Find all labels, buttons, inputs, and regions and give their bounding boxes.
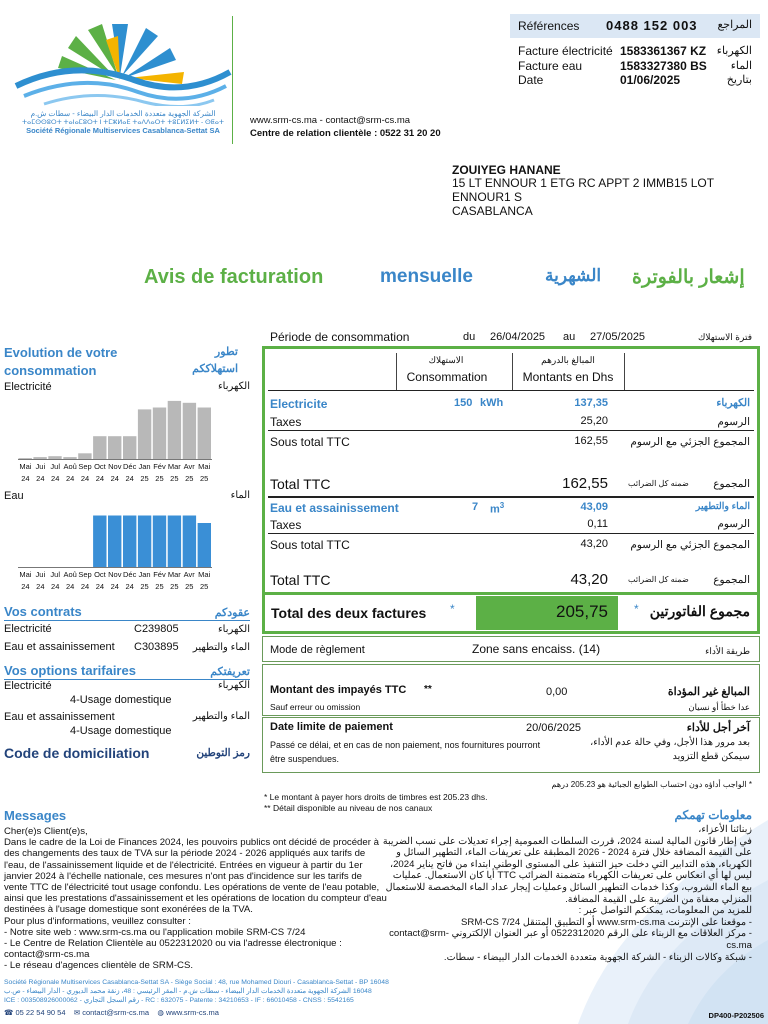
msg-fr-body: Dans le cadre de la Loi de Finances 2024, les pouvoirs publics ont décidé de procéder à des changements des taux de TVA sur la période 2024 - 2026 appliqués aux tarifs de l'eau, de l'assainissement liquide et de l'électricité. Entrées en vigueur à partir du 1er janvier 2024 à l'échelle nationale, ces mesures n'ont pas d'incidence sur les tarifs de vente TTC de l'électricité tout usage confondu. Les opérations de vente de l'eau potable, ainsi que les prestations d'assainissement et les opérations de location du compteur d'eau destinées à l'usage domestique sont exonérées de la TVA. [4,837,387,916]
elec-month-label: Mar [167,462,181,471]
phone-icon: ☎ [4,1008,14,1017]
eau-year-label: 24 [51,582,60,591]
note-ar: * الواجب أداؤه دون احتساب الطوابع الجبائية هو 205.23 درهم [551,780,752,789]
references-label-ar: المراجع [717,19,752,31]
eau-year-label: 24 [110,582,119,591]
customer-address-line2: ENNOUR1 S [452,190,523,204]
eau-year-label: 24 [65,582,75,591]
globe-icon: ◍ [157,1008,164,1017]
company-name-ar: الشركة الجهوية متعددة الخدمات الدار البيضاء - سطات ش.م [30,109,216,118]
eau-subtotal-ar: المجموع الجزئي مع الرسوم [630,539,750,551]
invoice-elec-label-ar: الكهرباء [716,45,752,57]
header-separator [268,390,754,391]
contracts-divider [4,620,250,621]
elec-taxes-label: Taxes [270,415,302,429]
col-consumption-ar: الاستهلاك [428,355,464,365]
footer-line-2: 16048 الشركة الجهوية متعددة الخدمات الدار البيضاء - سطات ش.م - المقر الرئيسي : 48، زنقة محمد الديوري - الدار البيضاء - ص.ب [4,988,372,995]
company-name-tifinagh: ⵜⴰⵎⵙⵙⵓⵔⵜ ⵜⴰⵏⴰⵎⵓⵔⵜ ⵏ ⵜⵎⵣⵍⴰⴹ ⵜⴰⴷⴷⴰⵔⵜ ⵜⵓⵎⵍⵉⵍⵜ - ⵙⵟⴰⵜ [22,119,224,126]
unpaid-sub-ar: عدا خطأ أو نسيان [688,702,750,712]
unpaid-ar: المبالغ غير المؤداة [667,686,750,698]
elec-month-label: Jui [35,462,46,471]
eau-month-label: Fév [153,570,166,579]
contract-elec-ar: الكهرباء [217,624,250,635]
msg-ar-info: للمزيد من المعلومات، يمكنكم التواصل عبر : [578,905,752,917]
grand-total-label: Total des deux factures [271,605,427,621]
elec-unit: kWh [480,397,504,409]
eau-month-label: Oct [94,570,106,579]
eau-taxes-label: Taxes [270,518,302,532]
unpaid-value: 0,00 [546,686,568,698]
msg-fr-centre: - Le Centre de Relation Clientèle au 0522312020 ou via l'adresse électronique : contact@srm-cs.ma [4,938,342,961]
footer-line-1: Société Régionale Multiservices Casablanca-Settat SA - Siège Social : 48, rue Mohamed Diouri - Casablanca-Settat - BP 16048 [4,979,389,986]
invoice-eau-value: 1583327380 BS [620,59,707,73]
elec-bar-11 [183,403,196,460]
contracts-title-ar: عقودكم [214,607,250,619]
eau-month-label: Mai [19,570,32,579]
option-eau-value: 4-Usage domestique [70,725,172,737]
deadline-value: 20/06/2025 [526,722,582,734]
deadline-note: Passé ce délai, et en cas de non paiement, nos fournitures pourront être suspendues. [270,740,541,764]
eau-subtotal-label: Sous total TTC [270,538,350,552]
elec-year-label: 25 [155,474,164,483]
eau-year-label: 25 [140,582,149,591]
elec-total-ar: المجموع [713,478,750,490]
logo-sun-icon [14,14,232,106]
elec-qty: 150 [454,397,473,409]
eau-month-label: Aoû [63,570,77,579]
msg-fr-info: Pour plus d'informations, veuillez consulter : [4,915,191,927]
deadline-note-ar: بعد مرور هذا الأجل، وفي حالة عدم الأداء، سيمكن قطع التزويد [590,737,750,762]
eau-chart-label-ar: الماء [230,490,250,501]
period-au: au [563,331,576,343]
msg-ar-greeting: زبنائنا الأعزاء، [698,824,752,835]
elec-bar-4 [78,453,91,460]
elec-month-label: Mai [198,462,211,471]
col-amount: Montants en Dhs [522,370,614,384]
msg-ar-agencies: - شبكة وكالات الزبناء - الشركة الجهوية متعددة الخدمات الدار البيضاء - سطات. [443,951,752,963]
eau-row-ar: الماء والتطهير [695,501,750,512]
eau-bar-10 [168,516,181,569]
contract-eau-value: C303895 [134,641,179,653]
eau-total-value: 43,20 [570,571,608,588]
elec-total-ar-small: ضمنه كل الضرائب [628,479,689,488]
elec-amount: 137,35 [574,397,608,409]
messages-fr [4,826,388,972]
messages-ar [380,824,752,963]
references-value: 0488 152 003 [606,18,698,33]
website-contact: www.srm-cs.ma - contact@srm-cs.ma [250,115,411,126]
contract-eau-ar: الماء والتطهير [192,642,250,653]
invoice-eau-label-ar: الماء [730,60,752,72]
invoice-eau-label: Facture eau [518,59,583,73]
eau-month-label: Jul [50,570,61,579]
grand-total-star: * [450,602,455,616]
customer-centre: Centre de relation clientèle : 0522 31 20 20 [250,128,441,139]
domiciliation-title-ar: رمز التوطين [196,747,250,759]
msg-fr-agencies: - Le réseau d'agences clientèle de SRM-CS. [4,960,194,972]
grand-total-separator [262,592,760,595]
elec-year-label: 24 [80,474,90,483]
elec-taxes-ar: الرسوم [717,416,750,428]
option-elec-ar: الكهرباء [217,680,250,691]
elec-year-label: 25 [185,474,194,483]
elec-year-label: 24 [95,474,105,483]
elec-month-label: Aoû [63,462,77,471]
col-amount-ar: المبالغ بالدرهم [541,355,595,365]
msg-fr-site: - Notre site web : www.srm-cs.ma ou l'application mobile SRM-CS 7/24 [4,926,306,938]
options-title-ar: تعريفتكم [210,666,250,678]
eau-taxes-value: 0,11 [587,518,608,530]
email-icon: ✉ [73,1008,81,1017]
elec-bar-7 [123,436,136,460]
eau-year-label: 24 [21,582,30,591]
footer-web[interactable]: www.srm-cs.ma [166,1008,219,1017]
contract-eau-label: Eau et assainissement [4,641,115,653]
grand-total-star-ar: * [634,602,639,616]
domiciliation-title: Code de domiciliation [4,745,150,761]
eau-month-label: Jan [138,570,151,579]
option-eau-label: Eau et assainissement [4,711,115,723]
elec-years-row [18,474,212,483]
company-name-fr: Société Régionale Multiservices Casablanca-Settat SA [26,126,220,135]
elec-month-label: Avr [183,462,195,471]
period-to: 27/05/2025 [590,331,646,343]
invoice-date-label-ar: بتاريخ [726,74,752,86]
eau-bar-11 [183,516,196,569]
footer [4,978,764,1017]
period-label: Période de consommation [270,330,410,344]
col-divider-2 [512,353,513,390]
note-fr-1: * Le montant à payer hors droits de timbres est 205.23 dhs. [264,792,488,802]
elec-bar-9 [153,408,166,461]
eau-chart-label: Eau [4,490,24,502]
footer-line-3: ICE : 003508926000062 - رقم السجل التجاري - RC : 632075 - Patente : 34210653 - IF : 66010458 - CNSS : 5542165 [4,997,354,1004]
payment-mode-label: Mode de règlement [270,644,365,656]
eau-bar-7 [123,516,136,569]
header-divider [232,16,233,144]
eau-month-label: Sep [78,570,92,579]
elec-year-label: 24 [110,474,119,483]
messages-title-ar: معلومات تهمكم [674,808,752,822]
elec-year-label: 24 [21,474,30,483]
elec-total-separator [268,496,754,498]
elec-row-label: Electricite [270,397,328,411]
eau-bar-12 [198,523,211,568]
eau-year-label: 24 [125,582,134,591]
msg-fr-greeting: Cher(e)s Client(e)s, [4,826,88,837]
document-code: DP400-P202506 [708,1011,764,1020]
eau-total-ar-small: ضمنه كل الضرائب [628,575,689,584]
footer-phone: 05 22 54 90 54 [15,1008,66,1017]
elec-month-label: Déc [123,462,137,471]
elec-month-label: Jul [50,462,61,471]
invoice-elec-value: 1583361367 KZ [620,44,707,58]
company-logo [14,14,232,142]
elec-year-label: 25 [199,474,209,483]
eau-bar-6 [108,516,121,569]
invoice-date-value: 01/06/2025 [620,73,681,87]
elec-month-label: Nov [108,462,122,471]
eau-subtotal-value: 43,20 [580,538,608,550]
unpaid-stars: ** [424,684,432,695]
eau-total-ar: المجموع [713,574,750,586]
eau-total-label: Total TTC [270,572,331,588]
eau-row-label: Eau et assainissement [270,501,399,515]
eau-bar-9 [153,516,166,569]
elec-bar-10 [168,401,181,460]
eau-amount: 43,09 [580,501,608,513]
elec-bar-6 [108,436,121,460]
title-monthly-ar: الشهرية [545,266,602,285]
eau-years-row [18,582,212,591]
payment-mode-ar: طريقة الأداء [705,646,750,656]
elec-bar-12 [198,408,211,461]
elec-month-label: Jan [138,462,151,471]
eau-unit: $m^3$ [490,501,505,516]
elec-month-label: Mai [19,462,32,471]
evolution-title: Evolution de votre consommation [4,345,118,378]
payment-mode-value: Zone sans encaiss. (14) [472,642,601,656]
eau-year-label: 25 [185,582,194,591]
customer-city: CASABLANCA [452,204,533,218]
grand-total-value: 205,75 [556,602,608,621]
elec-month-label: Oct [94,462,106,471]
elec-bar-5 [93,436,106,460]
elec-months-row [18,462,212,471]
deadline-label: Date limite de paiement [270,721,393,733]
elec-year-label: 24 [125,474,134,483]
msg-ar-body: في إطار قانون المالية لسنة 2024، قررت السلطات العمومية إجراء تعديلات على نسب الضريبة على القيمة المضافة خلال فترة 2024 - 2026 المطبقة على تعريفات الماء، التطهير السائل و الكهرباء، هذه التدابير التي دخلت حيز التنفيذ على المستوى الوطني ابتداء من فاتح يناير 2024، ليس لها أي انعكاس على تعريفات الكهرباء متضمنة الضرائب TTC أيا كان الاستعمال. عمليات بيع الماء الشروب، وكذا خدمات التطهير السائل وعمليات إيجار عداد الماء المخصصة للاستعمال المنزلي معفاة من الضريبة على القيمة المضافة. [382,835,752,905]
eau-month-label: Mar [167,570,181,579]
eau-qty: 7 [472,501,479,513]
eau-year-label: 24 [95,582,105,591]
eau-year-label: 25 [170,582,179,591]
eau-month-label: Avr [183,570,195,579]
invoice-date-label: Date [518,73,544,87]
elec-consumption-chart [18,396,212,460]
eau-month-label: Jui [35,570,46,579]
eau-year-label: 24 [36,582,45,591]
title-mensuelle: mensuelle [380,266,473,287]
unpaid-sub: Sauf erreur ou omission [270,702,361,712]
col-divider-3 [624,353,625,390]
title-avis: Avis de facturation [144,266,324,288]
option-elec-value: 4-Usage domestique [70,694,172,706]
option-eau-ar: الماء والتطهير [192,711,250,722]
note-fr-2: ** Détail disponible au niveau de nos canaux [264,803,433,813]
elec-subtotal-label: Sous total TTC [270,435,350,449]
msg-ar-site: - موقعنا على الإنترنت www.srm-cs.ma أو التطبيق المتنقل SRM-CS 7/24 [461,916,752,928]
elec-bar-8 [138,409,151,460]
elec-row-ar: الكهرباء [716,397,750,409]
msg-ar-centre: - مركز العلاقات مع الزبناء على الرقم 0522312020 أو عبر العنوان الإلكتروني contact@srm-cs.ma [389,928,752,951]
option-elec-label: Electricité [4,680,52,692]
eau-year-label: 24 [80,582,90,591]
deadline-ar: آخر أجل للأداء [686,722,750,734]
eau-month-label: Déc [123,570,137,579]
elec-year-label: 25 [170,474,179,483]
evolution-title-ar: تطور استهلاككم [192,346,238,375]
title-notice-ar: إشعار بالفوترة [632,267,745,288]
customer-name: ZOUIYEG HANANE [452,163,561,177]
footer-email[interactable]: contact@srm-cs.ma [82,1008,150,1017]
eau-bar-5 [93,516,106,569]
elec-total-label: Total TTC [270,476,331,492]
elec-total-value: 162,55 [562,475,608,492]
grand-total-ar: مجموع الفاتورتين [649,603,750,619]
options-title: Vos options tarifaires [4,663,136,678]
elec-chart-label-ar: الكهرباء [217,381,250,392]
eau-consumption-chart [18,506,212,568]
eau-year-label: 25 [199,582,209,591]
contract-elec-value: C239805 [134,623,179,635]
period-label-ar: فترة الاستهلاك [697,332,752,342]
contracts-title: Vos contrats [4,604,82,619]
eau-taxes-ar: الرسوم [717,518,750,530]
period-from: 26/04/2025 [490,331,546,343]
period-du: du [463,331,476,343]
eau-month-label: Nov [108,570,122,579]
references-label: Références [518,19,580,33]
eau-bar-8 [138,516,151,569]
elec-year-label: 24 [65,474,75,483]
elec-subtotal-value: 162,55 [574,435,608,447]
elec-year-label: 24 [51,474,60,483]
elec-month-label: Sep [78,462,92,471]
eau-year-label: 25 [155,582,164,591]
elec-chart-label: Electricité [4,381,52,393]
customer-address-line1: 15 LT ENNOUR 1 ETG RC APPT 2 IMMB15 LOT [452,176,715,190]
eau-months-row [18,570,212,579]
elec-taxes-separator [268,430,754,431]
elec-subtotal-ar: المجموع الجزئي مع الرسوم [630,436,750,448]
eau-month-label: Mai [198,570,211,579]
messages-title: Messages [4,808,67,823]
elec-year-label: 25 [140,474,149,483]
col-divider-1 [396,353,397,390]
elec-taxes-value: 25,20 [580,415,608,427]
eau-taxes-separator [268,533,754,534]
elec-month-label: Fév [153,462,166,471]
unpaid-label: Montant des impayés TTC [270,684,407,696]
contract-elec-label: Electricité [4,623,52,635]
col-consumption: Consommation [406,370,488,384]
invoice-elec-label: Facture électricité [518,44,613,58]
elec-year-label: 24 [36,474,45,483]
